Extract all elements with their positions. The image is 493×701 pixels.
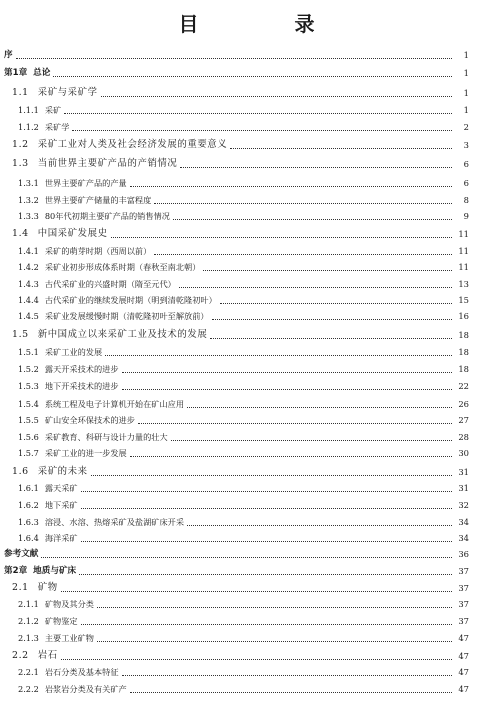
toc-entry-title: 主要工业矿物 [44, 633, 94, 643]
toc-entry-title: 溶浸、水溶、热熔采矿及盐湖矿床开采 [44, 517, 185, 527]
toc-entry-label [0, 121, 69, 133]
toc-entry [0, 650, 493, 662]
toc-entry-title: 世界主要矿产储量的丰富程度 [44, 195, 152, 205]
toc-entry [0, 532, 493, 544]
toc-leader-dots [81, 488, 452, 492]
toc-leader-dots [122, 386, 452, 390]
toc-entry-page: 18 [458, 347, 469, 357]
toc-entry [0, 431, 493, 443]
toc-entry-number: 2.2.1 [18, 667, 39, 677]
toc-leader-dots [53, 73, 452, 77]
toc-entry-page: 6 [463, 178, 469, 188]
toc-entry-number: 1.3.3 [18, 211, 39, 221]
toc-entry-page: 36 [458, 549, 469, 559]
toc-leader-dots [173, 216, 452, 220]
toc-entry-title: 系统工程及电子计算机开始在矿山应用 [44, 399, 185, 409]
toc-entry-number: 1.2 [12, 139, 29, 150]
toc-entry-page: 37 [458, 566, 469, 576]
toc-entry [0, 683, 493, 695]
toc-entry [0, 245, 493, 257]
toc-entry-page: 27 [458, 415, 469, 425]
toc-entry [0, 466, 493, 478]
toc-entry [0, 139, 493, 151]
toc-leader-dots [230, 145, 452, 149]
toc-leader-dots [105, 352, 452, 356]
toc-entry-number: 1.4 [12, 228, 29, 239]
toc-entry-number: 1.4.2 [18, 262, 39, 272]
toc-entry-page: 47 [458, 684, 469, 694]
toc-leader-dots [171, 437, 452, 441]
toc-entry-number: 1.4.3 [18, 279, 39, 289]
toc-entry-label [0, 245, 151, 257]
toc-leader-dots [130, 689, 452, 693]
toc-entry-title: 采矿工业对人类及社会经济发展的重要意义 [37, 139, 228, 150]
toc-leader-dots [130, 183, 452, 187]
toc-entry-number: 1.3.2 [18, 195, 39, 205]
toc-entry-label [0, 414, 135, 426]
toc-leader-dots [81, 538, 452, 542]
toc-entry [0, 104, 493, 116]
toc-entry-label [0, 261, 200, 273]
toc-leader-dots [187, 522, 452, 526]
toc-entry-title: 参考文献 [4, 549, 39, 559]
toc-entry-page: 37 [458, 583, 469, 593]
toc-entry-page: 15 [458, 295, 469, 305]
toc-leader-dots [72, 127, 452, 131]
toc-leader-dots [122, 369, 452, 373]
toc-entry-number: 1.6.3 [18, 517, 39, 527]
toc-entry-page: 2 [463, 122, 469, 132]
toc-entry-label [0, 431, 168, 443]
toc-entry-label [0, 177, 127, 189]
toc-entry-page: 32 [458, 500, 469, 510]
toc-entry [0, 516, 493, 528]
toc-entry-label [0, 346, 102, 358]
toc-entry-label [0, 532, 78, 544]
toc-entry-page: 37 [458, 616, 469, 626]
toc-entry [0, 121, 493, 133]
toc-entry-title: 岩浆岩分类及有关矿产 [44, 684, 127, 694]
toc-entry-title: 露天采矿 [44, 483, 78, 493]
toc-entry-label [0, 194, 151, 206]
toc-entry-label [0, 615, 78, 627]
toc-entry-number: 2.1 [12, 582, 29, 593]
toc-entry [0, 278, 493, 290]
toc-leader-dots [61, 656, 452, 660]
toc-entry-page: 11 [458, 262, 469, 272]
toc-entry-label [0, 228, 108, 240]
toc-entry-page: 37 [458, 599, 469, 609]
toc-entry-number: 1.5.1 [18, 347, 39, 357]
toc-entry-page: 6 [463, 159, 469, 169]
toc-entry [0, 398, 493, 410]
toc-leader-dots [122, 672, 452, 676]
toc-entry [0, 414, 493, 426]
toc-entry-number: 1.5.5 [18, 415, 39, 425]
toc-entry-title: 矿物及其分类 [44, 599, 94, 609]
toc-entry-title: 古代采矿业的兴盛时期（隋至元代） [44, 279, 176, 289]
toc-entry-number: 1.4.5 [18, 311, 39, 321]
toc-entry-title: 当前世界主要矿产品的产销情况 [37, 158, 178, 169]
toc-leader-dots [154, 200, 452, 204]
toc-leader-dots [81, 621, 452, 625]
toc-leader-dots [187, 404, 452, 408]
toc-entry-label [0, 482, 78, 494]
toc-entry-label [0, 380, 119, 392]
toc-entry [0, 228, 493, 240]
toc-entry-title: 采矿学 [44, 122, 70, 132]
toc-entry-page: 11 [458, 246, 469, 256]
toc-leader-dots [179, 284, 452, 288]
toc-entry-number: 1.5.6 [18, 432, 39, 442]
toc-entry-title: 海洋采矿 [44, 533, 78, 543]
toc-entry-page: 1 [463, 88, 469, 98]
toc-entry-label [0, 104, 61, 116]
toc-leader-dots [203, 267, 452, 271]
toc-leader-dots [220, 300, 452, 304]
toc-entry-page: 34 [458, 533, 469, 543]
toc-entry-number: 1.1.2 [18, 122, 39, 132]
page-title: 目 录 [178, 12, 353, 36]
toc-leader-dots [97, 604, 452, 608]
toc-entry [0, 598, 493, 610]
toc-entry-number: 1.5.2 [18, 364, 39, 374]
toc-entry-label [0, 49, 13, 61]
toc-entry-page: 28 [458, 432, 469, 442]
toc-entry [0, 310, 493, 322]
toc-entry-number: 2.1.3 [18, 633, 39, 643]
toc-entry [0, 632, 493, 644]
toc-entry-title: 岩石 [37, 650, 58, 661]
toc-leader-dots [212, 316, 452, 320]
toc-entry-label [0, 329, 207, 341]
toc-entry-title: 岩石分类及基本特征 [44, 667, 119, 677]
toc-entry [0, 615, 493, 627]
toc-entry-title: 露天开采技术的进步 [44, 364, 119, 374]
toc-entry-number: 1.6.4 [18, 533, 39, 543]
toc-entry [0, 363, 493, 375]
toc-entry [0, 87, 493, 99]
toc-entry-page: 8 [463, 195, 469, 205]
toc-entry-page: 30 [458, 448, 469, 458]
toc-entry-page: 31 [458, 467, 469, 477]
toc-leader-dots [210, 335, 452, 339]
toc-entry-label [0, 294, 217, 306]
toc-entry-number: 2.2.2 [18, 684, 39, 694]
toc-entry-page: 22 [458, 381, 469, 391]
toc-entry-label [0, 582, 58, 594]
toc-entry-page: 47 [458, 667, 469, 677]
toc-entry-number: 2.1.2 [18, 616, 39, 626]
toc-entry-number: 1.5 [12, 329, 29, 340]
toc-entry-title: 地下开采技术的进步 [44, 381, 119, 391]
toc-leader-dots [16, 55, 452, 59]
toc-leader-dots [79, 571, 452, 575]
toc-entry-label [0, 499, 78, 511]
toc-leader-dots [81, 505, 452, 509]
toc-entry-title: 采矿的萌芽时期（西周以前） [44, 246, 152, 256]
toc-entry [0, 346, 493, 358]
toc-entry-page: 11 [458, 229, 469, 239]
toc-entry-title: 古代采矿业的继续发展时期（明到清乾隆初叶） [44, 295, 217, 305]
toc-entry-title: 采矿工业的发展 [44, 347, 103, 357]
toc-entry-title: 地下采矿 [44, 500, 78, 510]
toc-entry-title: 矿物鉴定 [44, 616, 78, 626]
toc-entry [0, 565, 493, 577]
toc-entry [0, 582, 493, 594]
toc-entry-title: 采矿的未来 [37, 466, 88, 477]
toc-entry [0, 177, 493, 189]
toc-entry-title: 矿山安全环保技术的进步 [44, 415, 135, 425]
toc-entry-page: 34 [458, 517, 469, 527]
toc-entry-number: 第2章 [4, 566, 28, 576]
toc-entry [0, 194, 493, 206]
toc-entry-number: 1.6.2 [18, 500, 39, 510]
toc-entry-title: 中国采矿发展史 [37, 228, 108, 239]
toc-entry-title: 世界主要矿产品的产量 [44, 178, 127, 188]
toc-entry-number: 1.3 [12, 158, 29, 169]
toc-entry-number: 1.1 [12, 87, 29, 98]
toc-entry-label [0, 683, 127, 695]
toc-leader-dots [61, 588, 452, 592]
toc-entry-number: 2.1.1 [18, 599, 39, 609]
toc-leader-dots [97, 638, 452, 642]
toc-entry-title: 采矿教育、科研与设计力量的壮大 [44, 432, 168, 442]
toc-entry-label [0, 632, 94, 644]
toc-entry-label [0, 516, 184, 528]
toc-entry [0, 499, 493, 511]
toc-entry [0, 447, 493, 459]
toc-entry-title: 采矿 [44, 105, 62, 115]
toc-entry [0, 666, 493, 678]
toc-leader-dots [154, 251, 452, 255]
toc-entry [0, 548, 493, 560]
toc-entry-page: 18 [458, 364, 469, 374]
toc-entry-title: 新中国成立以来采矿工业及技术的发展 [37, 329, 208, 340]
toc-entry-label [0, 447, 127, 459]
toc-entry [0, 294, 493, 306]
toc-entry-label [0, 598, 94, 610]
toc-entry-number: 1.4.1 [18, 246, 39, 256]
toc-entry [0, 210, 493, 222]
toc-entry [0, 482, 493, 494]
toc-leader-dots [180, 164, 452, 168]
toc-entry-number: 1.6 [12, 466, 29, 477]
toc-entry-number: 1.5.7 [18, 448, 39, 458]
toc-entry-number: 1.1.1 [18, 105, 39, 115]
toc-entry-label [0, 139, 227, 151]
toc-entry-label [0, 398, 184, 410]
toc-entry-label [0, 310, 209, 322]
toc-entry-label [0, 67, 50, 79]
toc-entry-label [0, 548, 38, 560]
toc-entry-title: 采矿业初步形成体系时期（春秋至南北朝） [44, 262, 201, 272]
toc-entry-page: 1 [463, 105, 469, 115]
toc-entry-number: 第1章 [4, 68, 28, 78]
toc-entry-page: 3 [463, 140, 469, 150]
toc-entry-title: 采矿工业的进一步发展 [44, 448, 127, 458]
toc-entry-title: 采矿与采矿学 [37, 87, 98, 98]
toc-entry-number: 1.3.1 [18, 178, 39, 188]
toc-entry-page: 9 [463, 211, 469, 221]
toc-entry-label [0, 565, 76, 577]
toc-leader-dots [138, 420, 452, 424]
toc-entry-label [0, 466, 88, 478]
toc-entry-page: 47 [458, 633, 469, 643]
toc-entry-page: 47 [458, 651, 469, 661]
toc-entry-label [0, 650, 58, 662]
toc-leader-dots [91, 472, 452, 476]
toc-leader-dots [101, 93, 452, 97]
toc-entry-title: 矿物 [37, 582, 58, 593]
toc-entry-title: 序 [4, 50, 13, 60]
toc-entry-label [0, 158, 177, 170]
toc-entry-number: 2.2 [12, 650, 29, 661]
toc-entry-page: 13 [458, 279, 469, 289]
toc-entry [0, 158, 493, 170]
toc-entry-label [0, 278, 176, 290]
toc-leader-dots [41, 554, 452, 558]
toc-entry [0, 329, 493, 341]
toc-entry [0, 380, 493, 392]
toc-entry-title: 采矿业发展缓慢时期（清乾隆初叶至解放前） [44, 311, 209, 321]
toc-entry-title: 总论 [33, 68, 51, 78]
toc-entry-page: 16 [458, 311, 469, 321]
toc-entry-label [0, 210, 170, 222]
toc-entry-page: 31 [458, 483, 469, 493]
toc-entry-number: 1.5.4 [18, 399, 39, 409]
toc-entry-number: 1.6.1 [18, 483, 39, 493]
toc-entry-label [0, 666, 119, 678]
toc-entry-number: 1.5.3 [18, 381, 39, 391]
toc-leader-dots [111, 234, 452, 238]
toc-entry [0, 261, 493, 273]
toc-leader-dots [64, 110, 452, 114]
toc-entry-page: 18 [458, 330, 469, 340]
toc-entry-label [0, 363, 119, 375]
toc-entry [0, 49, 493, 61]
toc-entry-title: 地质与矿床 [33, 566, 77, 576]
toc-entry-title: 80年代初期主要矿产品的销售情况 [44, 211, 170, 221]
toc-entry-page: 26 [458, 399, 469, 409]
toc-entry-number: 1.4.4 [18, 295, 39, 305]
toc-entry-label [0, 87, 98, 99]
toc-entry [0, 67, 493, 79]
toc-entry-page: 1 [463, 68, 469, 78]
toc-leader-dots [130, 453, 452, 457]
toc-entry-page: 1 [463, 50, 469, 60]
